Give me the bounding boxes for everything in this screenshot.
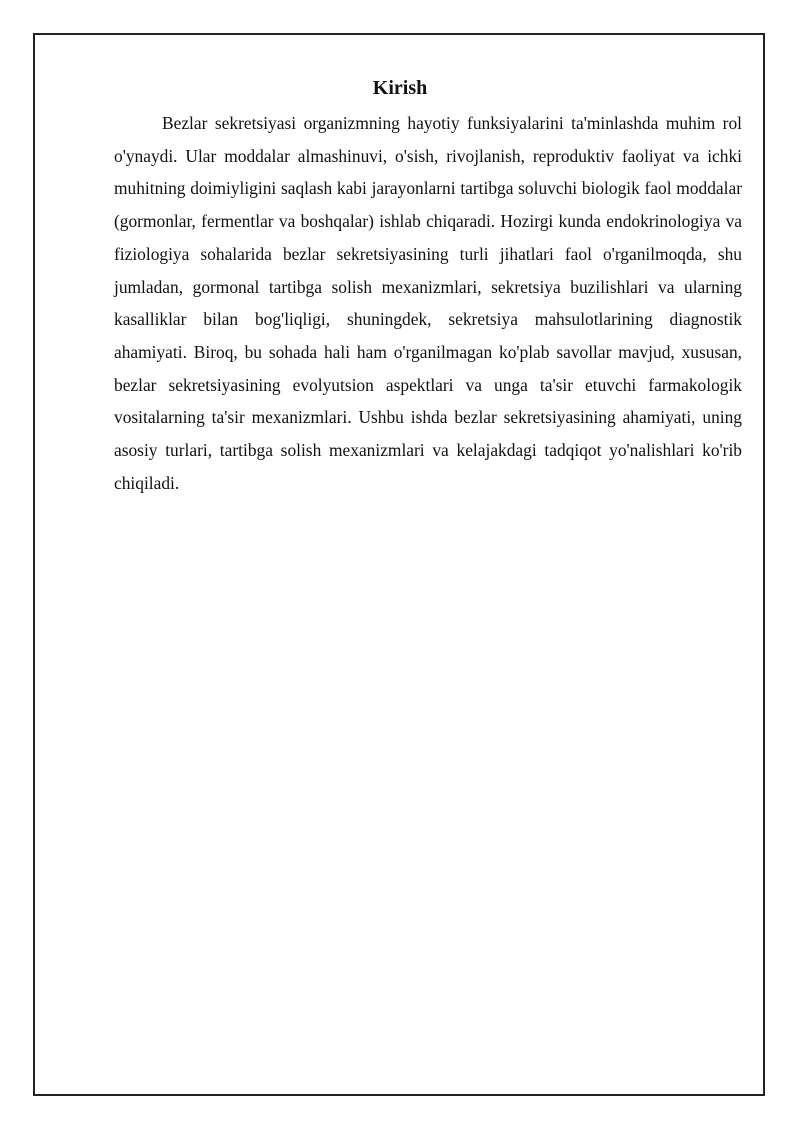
intro-paragraph: Bezlar sekretsiyasi organizmning hayotiy funksiyalarini ta'minlashda muhim rol o'ynaydi. Ular moddalar almashinuvi, o'sish, rivojlanish, reproduktiv faoliyat va ichki muhitning doimiyligini saqlash kabi jarayonlarni tartibga soluvchi biologik faol moddalar (gormonlar, fermentlar va boshqalar) ishlab chiqaradi. Hozirgi kunda endokrinologiya va fiziologiya sohalarida bezlar sekretsiyasining turli jihatlari faol o'rganilmoqda, shu jumladan, gormonal tartibga solish mexanizmlari, sekretsiya buzilishlari va ularning kasalliklar bilan bog'liqligi, shuningdek, sekretsiya mahsulotlarining diagnostik ahamiyati. Biroq, bu sohada hali ham o'rganilmagan ko'plab savollar mavjud, xususan, bezlar sekretsiyasining evolyutsion aspektlari va unga ta'sir etuvchi farmakologik vositalarning ta'sir mexanizmlari. Ushbu ishda bezlar sekretsiyasining ahamiyati, uning asosiy turlari, tartibga solish mexanizmlari va kelajakdagi tadqiqot yo'nalishlari ko'rib chiqiladi. [114,113,742,493]
section-heading: Kirish [372,77,428,99]
